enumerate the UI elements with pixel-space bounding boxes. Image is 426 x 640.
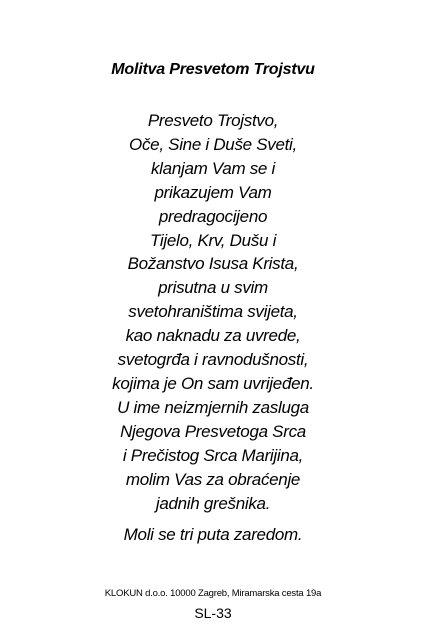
prayer-text [0, 109, 426, 515]
prayer-line: i Prečistog Srca Marijina, [122, 445, 304, 465]
prayer-line: Oče, Sine i Duše Sveti, [129, 134, 297, 154]
prayer-line: klanjam Vam se i [150, 158, 275, 178]
prayer-line: Njegova Presvetoga Srca [120, 421, 306, 441]
closing-instruction: Moli se tri puta zaredom. [123, 525, 303, 544]
product-code: SL-33 [194, 605, 232, 621]
prayer-line: predragocijeno [158, 206, 268, 226]
prayer-line: prisutna u svim [158, 278, 268, 298]
prayer-line: kojima je On sam uvrijeđen. [112, 373, 314, 393]
prayer-line: Tijelo, Krv, Dušu i [149, 230, 277, 250]
prayer-line: Božanstvo Isusa Krista, [127, 254, 299, 274]
prayer-line: kao naknadu za uvrede, [125, 326, 301, 346]
prayer-line: svetohraništima svijeta, [128, 302, 298, 322]
publisher-info: KLOKUN d.o.o. 10000 Zagreb, Miramarska cesta 19a [104, 588, 322, 599]
prayer-line: jadnih grešnika. [155, 493, 271, 513]
prayer-line: molim Vas za obraćenje [125, 469, 301, 489]
prayer-line: U ime neizmjernih zasluga [117, 397, 309, 417]
prayer-line: svetogrđa i ravnodušnosti, [117, 350, 309, 370]
prayer-line: Presveto Trojstvo, [147, 111, 279, 130]
prayer-title: Molitva Presvetom Trojstvu [111, 61, 315, 78]
prayer-line: prikazujem Vam [154, 182, 272, 202]
